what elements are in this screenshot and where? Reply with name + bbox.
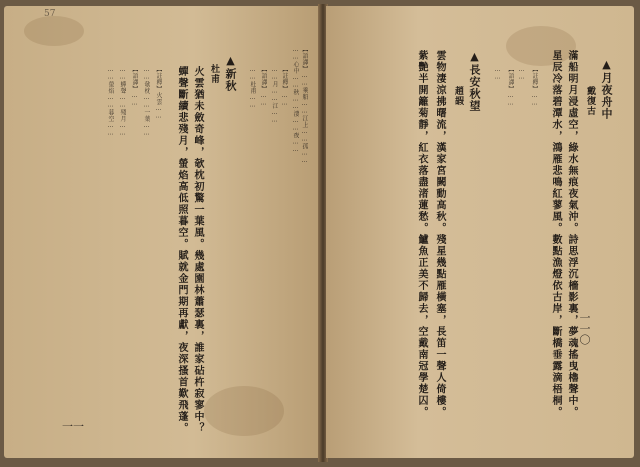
notes-column: ……杜甫…… — [249, 66, 256, 109]
poem-line: 星辰冷落碧潭水，鴻雁悲鳴紅蓼風。數點漁燈依古岸，斷橋垂露滴梧桐。 — [550, 50, 561, 418]
commentary-column: ……蟬聲……殘月…… — [119, 66, 126, 137]
notes-column: 【語譯】…… — [260, 66, 267, 107]
poem-author: 杜甫 — [209, 64, 219, 84]
notes-column: 【註釋】…… — [281, 66, 288, 107]
commentary-column: 【語譯】…… — [131, 66, 138, 107]
notes-column: 【語譯】……乘船……江上……孤…… — [301, 46, 308, 165]
left-page — [4, 6, 320, 458]
poem-line: 蟬聲斷續悲殘月，螢焰高低照暮空。賦就金門期再獻，夜深搔首歎飛蓬。 — [176, 66, 187, 434]
commentary-column: ……欹枕……一葉…… — [143, 66, 150, 137]
notes-column: ……心中……秋……淒……夜…… — [292, 46, 299, 154]
poem-line: 紫艷半開籬菊靜，紅衣落盡渚蓮愁。鱸魚正美不歸去，空戴南冠學楚囚。 — [416, 50, 427, 418]
poem-line: 滿船明月浸虛空，綠水無痕夜氣沖。詩思浮沉檣影裏，夢魂搖曳櫓聲中。 — [566, 50, 577, 418]
poem-title: ▲新秋 — [224, 54, 237, 92]
poem-author: 戴復古 — [585, 86, 595, 116]
notes-column: 【語譯】…… — [507, 66, 514, 107]
right-page — [326, 6, 634, 458]
notes-column: …… — [494, 66, 501, 81]
poem-line: 火雲猶未斂奇峰，欹枕初驚一葉風。幾處園林蕭瑟裏，誰家砧杵寂寥中？ — [192, 66, 203, 434]
poem-title: ▲長安秋望 — [468, 50, 481, 112]
page-stain — [204, 386, 284, 436]
commentary-column: 【註釋】火雲…… — [155, 66, 162, 120]
notes-column: …… — [518, 66, 525, 81]
page-stain — [24, 16, 84, 46]
page-number: 一一 — [62, 420, 84, 433]
poem-author: 趙嘏 — [453, 86, 463, 106]
commentary-column: ……螢焰……暮空…… — [107, 66, 114, 137]
notes-column: ……月……江…… — [271, 66, 278, 124]
notes-column: 【註釋】…… — [531, 66, 538, 107]
corner-mark: 57 — [44, 9, 56, 19]
page-number: 一一〇 — [578, 312, 591, 345]
poem-title: ▲月夜舟中 — [600, 58, 613, 120]
poem-line: 雲物淒涼拂曙流，漢家宮闕動高秋。殘星幾點雁橫塞，長笛一聲人倚樓。 — [434, 50, 445, 418]
